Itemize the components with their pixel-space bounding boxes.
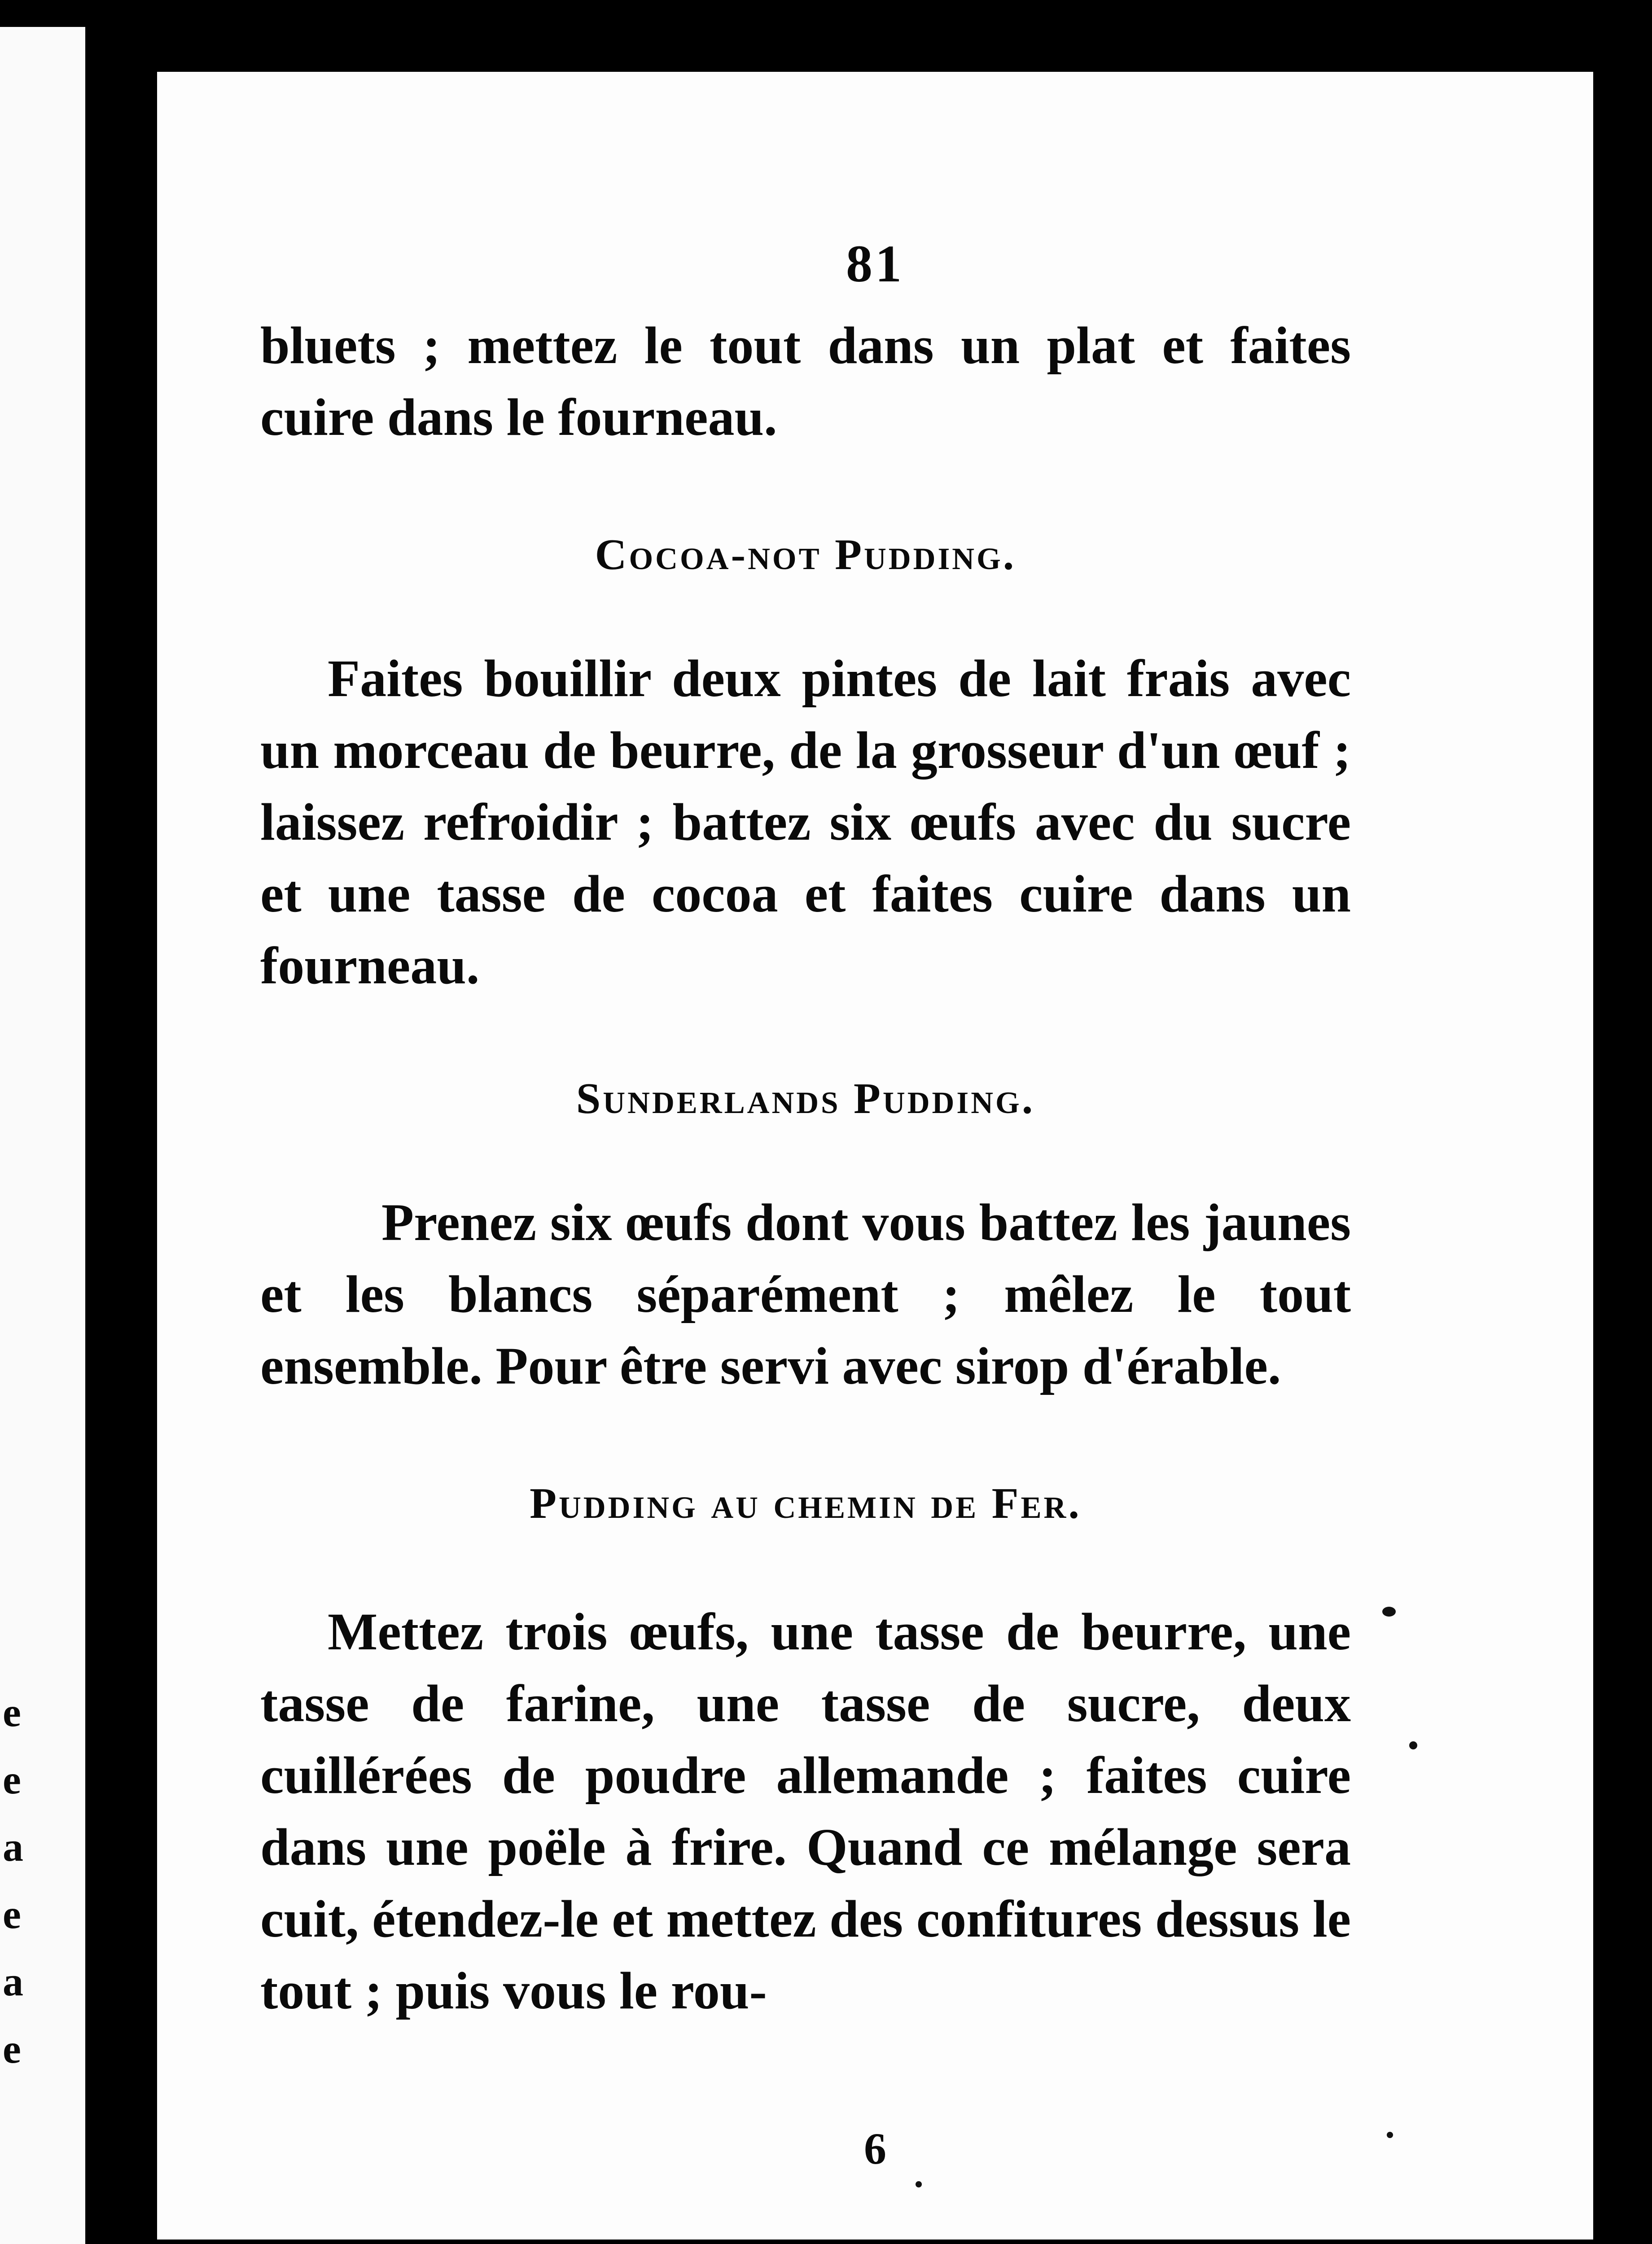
page-number: 81 xyxy=(846,234,904,293)
recipe-body: Prenez six œufs dont vous battez les jaunes et les blancs séparément ; mêlez le tout ensemble. Pour être servi avec sirop d'érable. xyxy=(260,1193,1351,1395)
recipe-body: Faites bouillir deux pintes de lait frais avec un morceau de beurre, de la grosseur d'un œuf ; laissez refroidir ; battez six œufs avec du sucre et une tasse de cocoa et faites cuire dans un fourneau. xyxy=(260,649,1351,995)
recipe-body: Mettez trois œufs, une tasse de beurre, une tasse de farine, une tasse de sucre, deux cuillérées de poudre allemande ; faites cuire dans une poële à frire. Quand ce mélange sera cuit, étendez-le et mettez des confitures dessus le tout ; puis vous le rou- xyxy=(260,1602,1351,2020)
ink-speck xyxy=(1382,1607,1396,1617)
right-scan-edge xyxy=(1593,0,1652,2244)
ink-speck xyxy=(1387,2132,1393,2138)
left-letter: a xyxy=(3,1824,23,1870)
left-letter: e xyxy=(3,1757,21,1802)
recipe-heading: Sunderlands Pudding. xyxy=(576,1074,1035,1123)
left-letter: e xyxy=(3,1689,21,1735)
previous-page-letters xyxy=(0,1679,36,2082)
book-spine xyxy=(85,0,157,2244)
recipe-heading: Cocoa-not Pudding. xyxy=(595,530,1017,579)
recipe-heading: Pudding au chemin de Fer. xyxy=(530,1479,1082,1528)
signature-mark: 6 xyxy=(864,2124,886,2174)
left-letter: e xyxy=(3,1891,21,1937)
left-letter: e xyxy=(3,2026,21,2072)
book-page xyxy=(157,72,1593,2240)
bottom-scan-edge xyxy=(157,2240,1593,2244)
page-content xyxy=(260,310,1351,2027)
left-letter: a xyxy=(3,1959,23,2004)
ink-speck xyxy=(1409,1741,1417,1749)
continuation-paragraph: bluets ; mettez le tout dans un plat et faites cuire dans le fourneau. xyxy=(260,316,1351,447)
ink-speck xyxy=(916,2181,922,2187)
previous-page-edge xyxy=(0,27,85,2244)
